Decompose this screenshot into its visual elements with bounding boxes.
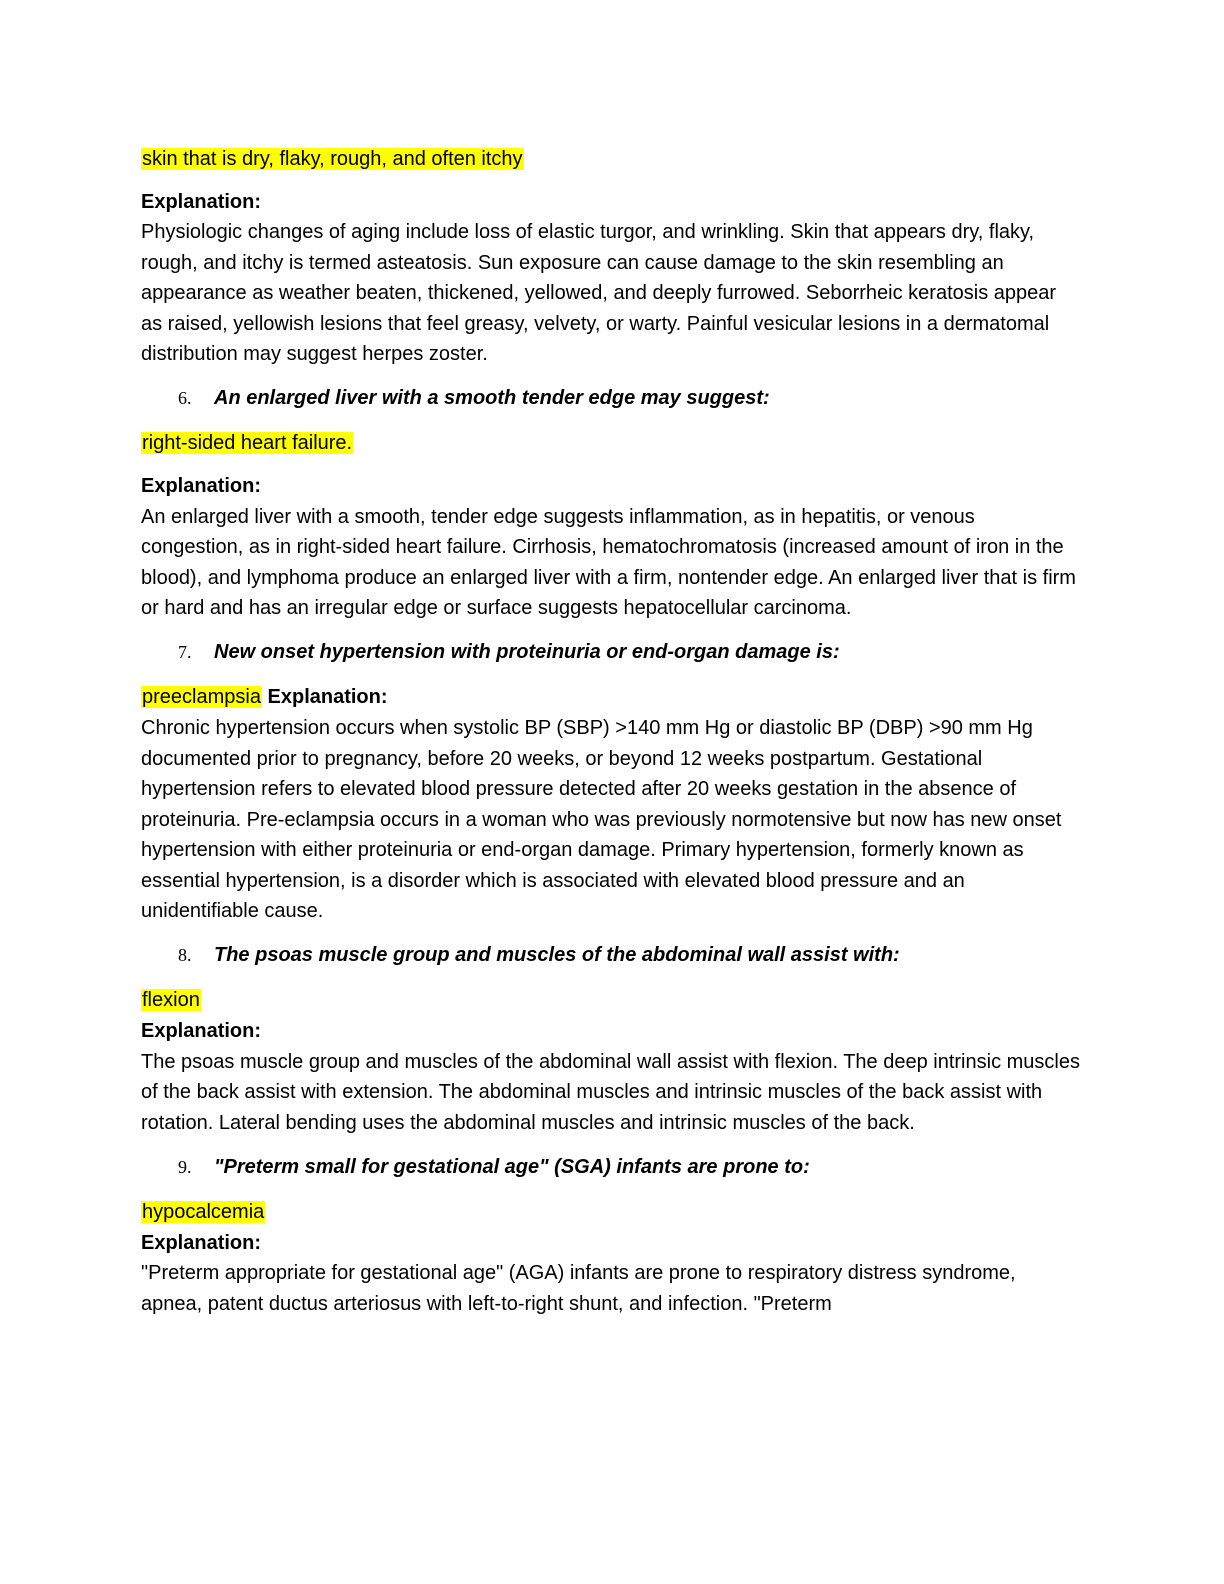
question-number: 7. bbox=[178, 642, 192, 663]
answer-9 bbox=[141, 1196, 1081, 1228]
question-6 bbox=[141, 383, 1081, 413]
question-9 bbox=[141, 1152, 1081, 1182]
question-text: New onset hypertension with proteinuria or end-organ damage is: bbox=[214, 641, 840, 664]
explanation-text: The psoas muscle group and muscles of the abdominal wall assist with flexion. The deep intrinsic muscles of the back assist with extension. The abdominal muscles and intrinsic muscles of the back assist with rotation. Lateral bending uses the abdominal muscles and intrinsic muscles of the back. bbox=[141, 1050, 1080, 1134]
explanation-text: An enlarged liver with a smooth, tender edge suggests inflammation, as in hepatitis, or venous congestion, as in right-sided heart failure. Cirrhosis, hematochromatosis (increased amount of iron in the blood), and lymphoma produce an enlarged liver with a firm, nontender edge. An enlarged liver that is firm or hard and has an irregular edge or surface suggests hepatocellular carcinoma. bbox=[141, 505, 1076, 620]
answer-highlight: flexion bbox=[142, 989, 200, 1012]
explanation-label: Explanation: bbox=[141, 1020, 262, 1043]
question-8 bbox=[141, 940, 1081, 970]
question-number: 9. bbox=[178, 1156, 192, 1177]
explanation-text: Physiologic changes of aging include loss of elastic turgor, and wrinkling. Skin that appears dry, flaky, rough, and itchy is termed asteatosis. Sun exposure can cause damage to the skin resembling an appearance as weather beaten, thickened, yellowed, and deeply furrowed. Seborrheic keratosis appear as raised, yellowish lesions that feel greasy, velvety, or warty. Painful vesicular lesions in a dermatomal distribution may suggest herpes zoster. bbox=[141, 221, 1057, 366]
explanation-label: Explanation: bbox=[267, 686, 388, 709]
answer-highlight: skin that is dry, flaky, rough, and often itchy bbox=[142, 148, 523, 170]
explanation-text: Chronic hypertension occurs when systolic BP (SBP) >140 mm Hg or diastolic BP (DBP) >90 mm Hg documented prior to pregnancy, before 20 weeks, or beyond 12 weeks postpartum. Gestational hypertension refers to elevated blood pressure detected after 20 weeks gestation in the absence of proteinuria. Pre-eclampsia occurs in a woman who was previously normotensive but now has new onset hypertension with either proteinuria or end-organ damage. Primary hypertension, formerly known as essential hypertension, is a disorder which is associated with elevated blood pressure and an unidentifiable cause. bbox=[141, 717, 1062, 922]
answer-highlight: right-sided heart failure. bbox=[142, 432, 353, 455]
question-7 bbox=[141, 637, 1081, 667]
document-page bbox=[141, 143, 1081, 1319]
explanation-label: Explanation: bbox=[141, 191, 262, 213]
answer-5 bbox=[141, 143, 1081, 175]
answer-6 bbox=[141, 427, 1081, 459]
answer-8 bbox=[141, 984, 1081, 1016]
answer-highlight: preeclampsia bbox=[142, 686, 261, 709]
answer-7 bbox=[141, 681, 1081, 713]
question-number: 6. bbox=[178, 388, 192, 409]
explanation-text: "Preterm appropriate for gestational age" (AGA) infants are prone to respiratory distress syndrome, apnea, patent ductus arteriosus with left-to-right shunt, and infection. "Preterm bbox=[141, 1262, 1016, 1315]
explanation-label: Explanation: bbox=[141, 475, 262, 498]
question-text: "Preterm small for gestational age" (SGA) infants are prone to: bbox=[214, 1155, 810, 1178]
question-text: An enlarged liver with a smooth tender edge may suggest: bbox=[214, 387, 770, 410]
answer-highlight: hypocalcemia bbox=[142, 1200, 265, 1223]
explanation-label: Explanation: bbox=[141, 1231, 262, 1254]
question-text: The psoas muscle group and muscles of the abdominal wall assist with: bbox=[214, 944, 900, 967]
question-number: 8. bbox=[178, 945, 192, 966]
